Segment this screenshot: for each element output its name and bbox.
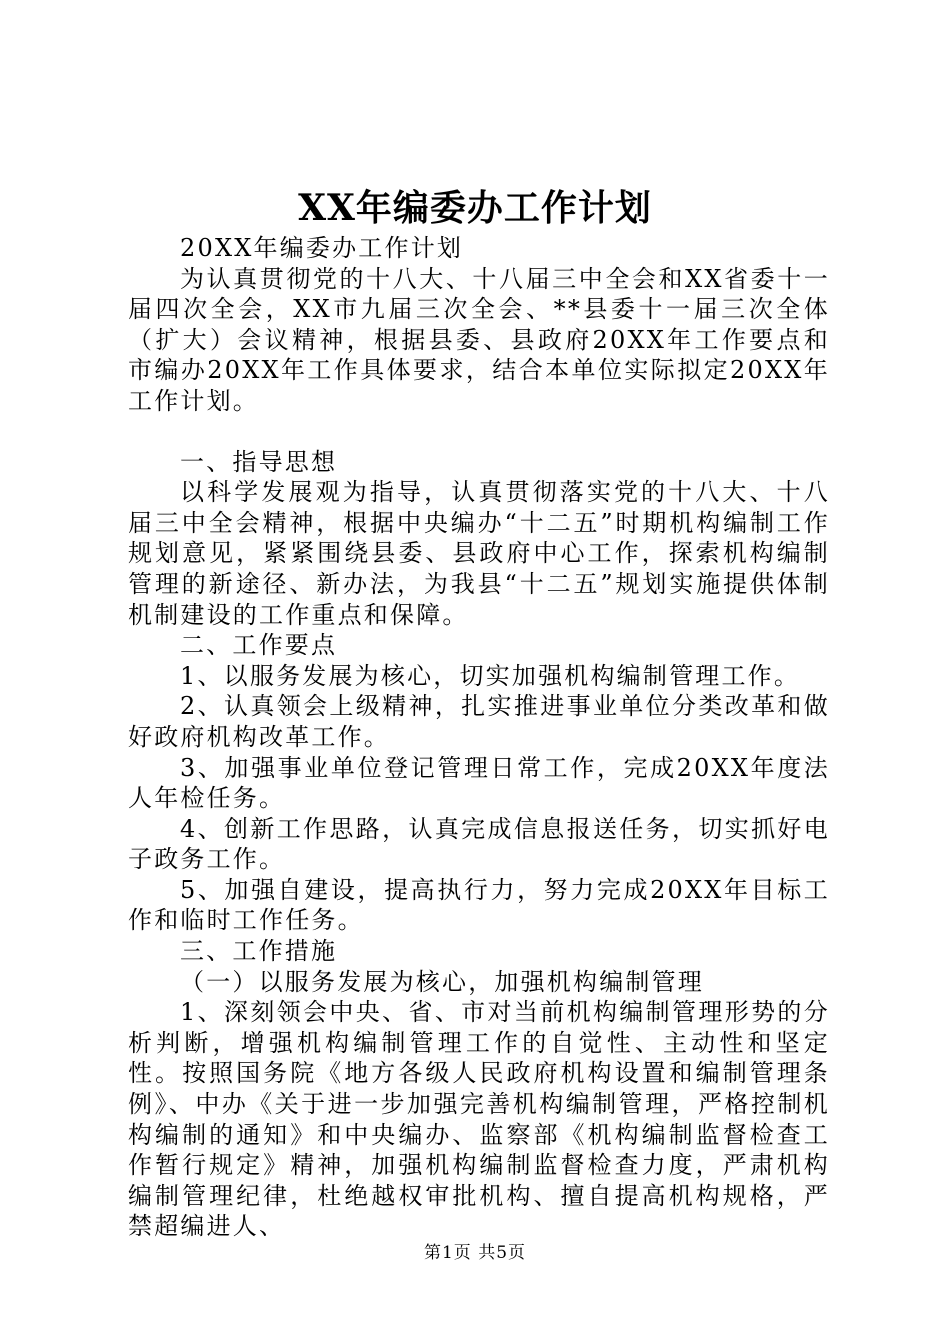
work-point-item: 3、加强事业单位登记管理日常工作，完成20XX年度法人年检任务。 [128,753,830,813]
measure-paragraph: 1、深刻领会中央、省、市对当前机构编制管理形势的分析判断，增强机构编制管理工作的自觉性、主动性和坚定性。按照国务院《地方各级人民政府机构设置和编制管理条例》、中办《关于进一步加强完善机构编制管理，严格控制机构编制的通知》和中央编办、监察部《机构编制监督检查工作暂行规定》精神，加强机构编制监督检查力度，严肃机构编制管理纪律，杜绝越权审批机构、擅自提高机构规格，严禁超编进人、 [128,998,830,1241]
page-number-footer: 第1页 共5页 [423,1243,527,1263]
section-heading-measures: 三、工作措施 [180,937,338,966]
work-point-item: 5、加强自建设，提高执行力，努力完成20XX年目标工作和临时工作任务。 [128,875,830,935]
document-body [128,233,830,1242]
work-point-item: 4、创新工作思路，认真完成信息报送任务，切实抓好电子政务工作。 [128,814,830,874]
intro-paragraph: 为认真贯彻党的十八大、十八届三中全会和XX省委十一届四次全会，XX市九届三次全会、**县委十一届三次全体（扩大）会议精神，根据县委、县政府20XX年工作要点和市编办20XX年工作具体要求，结合本单位实际拟定20XX年工作计划。 [128,264,830,415]
guiding-thought-paragraph: 以科学发展观为指导，认真贯彻落实党的十八大、十八届三中全会精神，根据中央编办“十二五”时期机构编制工作规划意见，紧紧围绕县委、县政府中心工作，探索机构编制管理的新途径、新办法，为我县“十二五”规划实施提供体制机制建设的工作重点和保障。 [128,478,830,629]
subsection-heading: （一）以服务发展为核心，加强机构编制管理 [180,967,704,996]
work-point-item: 2、认真领会上级精神，扎实推进事业单位分类改革和做好政府机构改革工作。 [128,692,830,751]
work-point-item: 1、以服务发展为核心，切实加强机构编制管理工作。 [180,661,801,690]
section-heading-guiding-thought: 一、指导思想 [180,447,338,476]
document-title: XX年编委办工作计划 [298,187,652,229]
section-heading-work-points: 二、工作要点 [180,631,338,660]
subtitle-paragraph: 20XX年编委办工作计划 [180,234,464,262]
